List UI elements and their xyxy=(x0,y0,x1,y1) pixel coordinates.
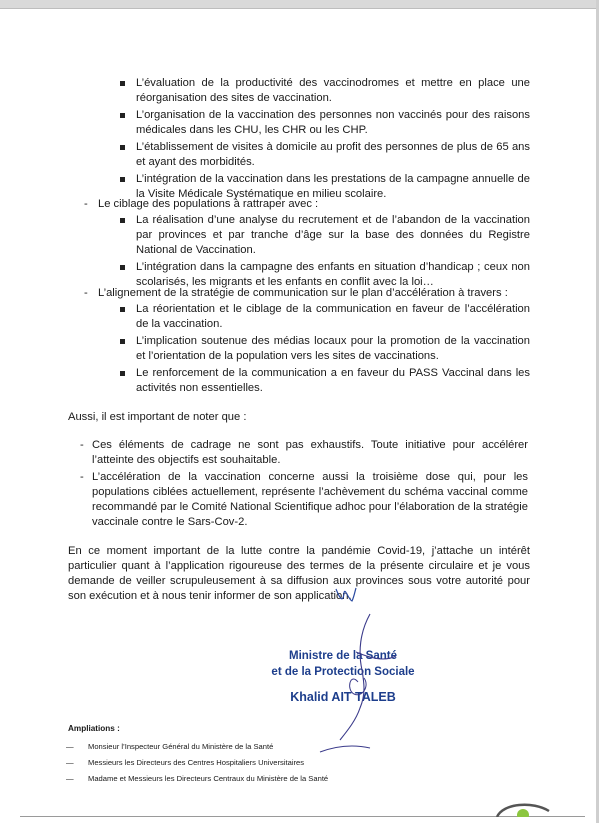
ampliations-list xyxy=(66,741,328,789)
section-heading-targeting: - Le ciblage des populations à rattraper avec : xyxy=(84,198,319,210)
square-bullet-icon xyxy=(120,113,125,118)
productivity-list xyxy=(120,76,530,204)
initials-scribble xyxy=(334,585,358,607)
list-item: L’intégration de la vaccination dans les prestations de la campagne annuelle de la Visite Médicale Systématique en milieu scolaire. xyxy=(120,172,530,202)
list-item: — Monsieur l’Inspecteur Général du Ministère de la Santé xyxy=(66,742,274,751)
ampliations-title: Ampliations : xyxy=(68,724,120,733)
communication-list xyxy=(120,302,530,398)
signature-title-line2: et de la Protection Sociale xyxy=(271,666,415,678)
notes-list xyxy=(80,438,528,532)
square-bullet-icon xyxy=(120,81,125,86)
list-item: L’organisation de la vaccination des personnes non vaccinés pour des raisons médicales dans les CHU, les CHR ou les CHP. xyxy=(120,108,530,138)
square-bullet-icon xyxy=(120,177,125,182)
list-item: — Messieurs les Directeurs des Centres Hospitaliers Universitaires xyxy=(66,758,305,767)
square-bullet-icon xyxy=(120,265,125,270)
square-bullet-icon xyxy=(120,218,125,223)
list-item: — Madame et Messieurs les Directeurs Centraux du Ministère de la Santé xyxy=(66,774,329,783)
signature-scribble xyxy=(300,612,410,762)
list-item: Le renforcement de la communication a en faveur du PASS Vaccinal dans les activités non essentielles. xyxy=(120,366,530,396)
square-bullet-icon xyxy=(120,307,125,312)
list-item: La réalisation d’une analyse du recrutement et de l’abandon de la vaccination par provinces et par tranche d’âge sur la base des données du Registre National de Vaccination. xyxy=(120,213,530,258)
list-item: L’intégration dans la campagne des enfants en situation d’handicap ; ceux non scolarisés, les migrants et les enfants en conflit avec la loi… xyxy=(120,260,530,290)
list-item: L’implication soutenue des médias locaux pour la promotion de la vaccination et l’orientation de la population vers les sites de vaccinations. xyxy=(120,334,530,364)
square-bullet-icon xyxy=(120,339,125,344)
closing-paragraph: En ce moment important de la lutte contre la pandémie Covid-19, j’attache un intérêt particulier quant à l’application rigoureuse des termes de la présente circulaire et je vous demande de veiller scrupuleusement à sa diffusion aux provinces sous votre autorité pour son exécution et à nous tenir informer de son application. xyxy=(68,545,530,602)
list-item: - Ces éléments de cadrage ne sont pas exhaustifs. Toute initiative pour accélérer l’atteinte des objectifs est souhaitable. xyxy=(80,439,528,466)
signature-title-line1: Ministre de la Santé xyxy=(288,650,397,662)
signature-name: Khalid AIT TALEB xyxy=(290,690,396,704)
ministry-logo-icon xyxy=(493,799,553,821)
list-item: La réorientation et le ciblage de la communication en faveur de l’accélération de la vaccination. xyxy=(120,302,530,332)
square-bullet-icon xyxy=(120,145,125,150)
section-heading-communication: - L’alignement de la stratégie de communication sur le plan d’accélération à travers : xyxy=(84,287,508,299)
list-item: - L’accélération de la vaccination concerne aussi la troisième dose qui, pour les populations ciblées actuellement, représente l’achèvement du schéma vaccinal comme recommandé par le Comité National Scientifique adhoc pour l’élaboration de la stratégie vaccinale contre le Sars-Cov-2. xyxy=(80,471,528,528)
list-item: L’établissement de visites à domicile au profit des personnes de plus de 65 ans et ayant des morbidités. xyxy=(120,140,530,170)
note-intro: Aussi, il est important de noter que : xyxy=(68,411,247,423)
square-bullet-icon xyxy=(120,371,125,376)
list-item: L’évaluation de la productivité des vaccinodromes et mettre en place une réorganisation des sites de vaccination. xyxy=(120,76,530,106)
targeting-list xyxy=(120,213,530,292)
